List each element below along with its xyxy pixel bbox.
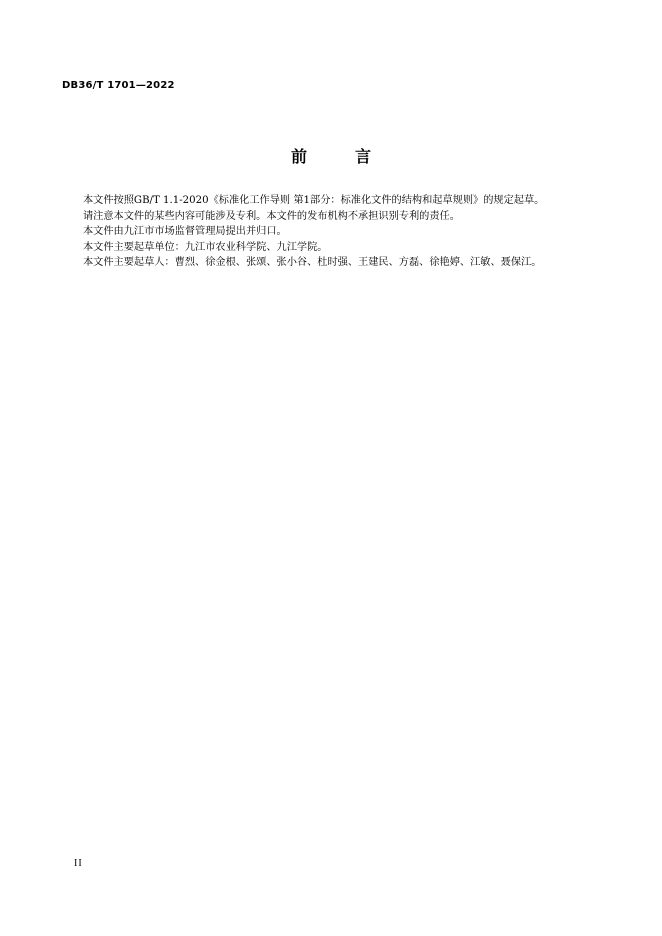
foreword-body [62,193,582,271]
paragraph-drafting-units: 本文件主要起草单位：九江市农业科学院、九江学院。 [83,241,328,253]
document-code: DB36/T 1701—2022 [62,80,175,91]
paragraph-patent-notice: 请注意本文件的某些内容可能涉及专利。本文件的发布机构不承担识别专利的责任。 [83,210,460,222]
page-number: II [74,858,83,869]
page-title: 前 言 [290,147,387,166]
paragraph-proposer: 本文件由九江市市场监督管理局提出并归口。 [83,226,287,237]
paragraph-drafters: 本文件主要起草人：曹烈、徐金根、张颂、张小谷、杜时强、王建民、方磊、徐艳婷、江敏、聂保江。 [83,257,542,268]
paragraph-drafting-basis: 本文件按照GB/T 1.1-2020《标准化工作导则 第1部分：标准化文件的结构和起草规则》的规定起草。 [83,195,545,206]
